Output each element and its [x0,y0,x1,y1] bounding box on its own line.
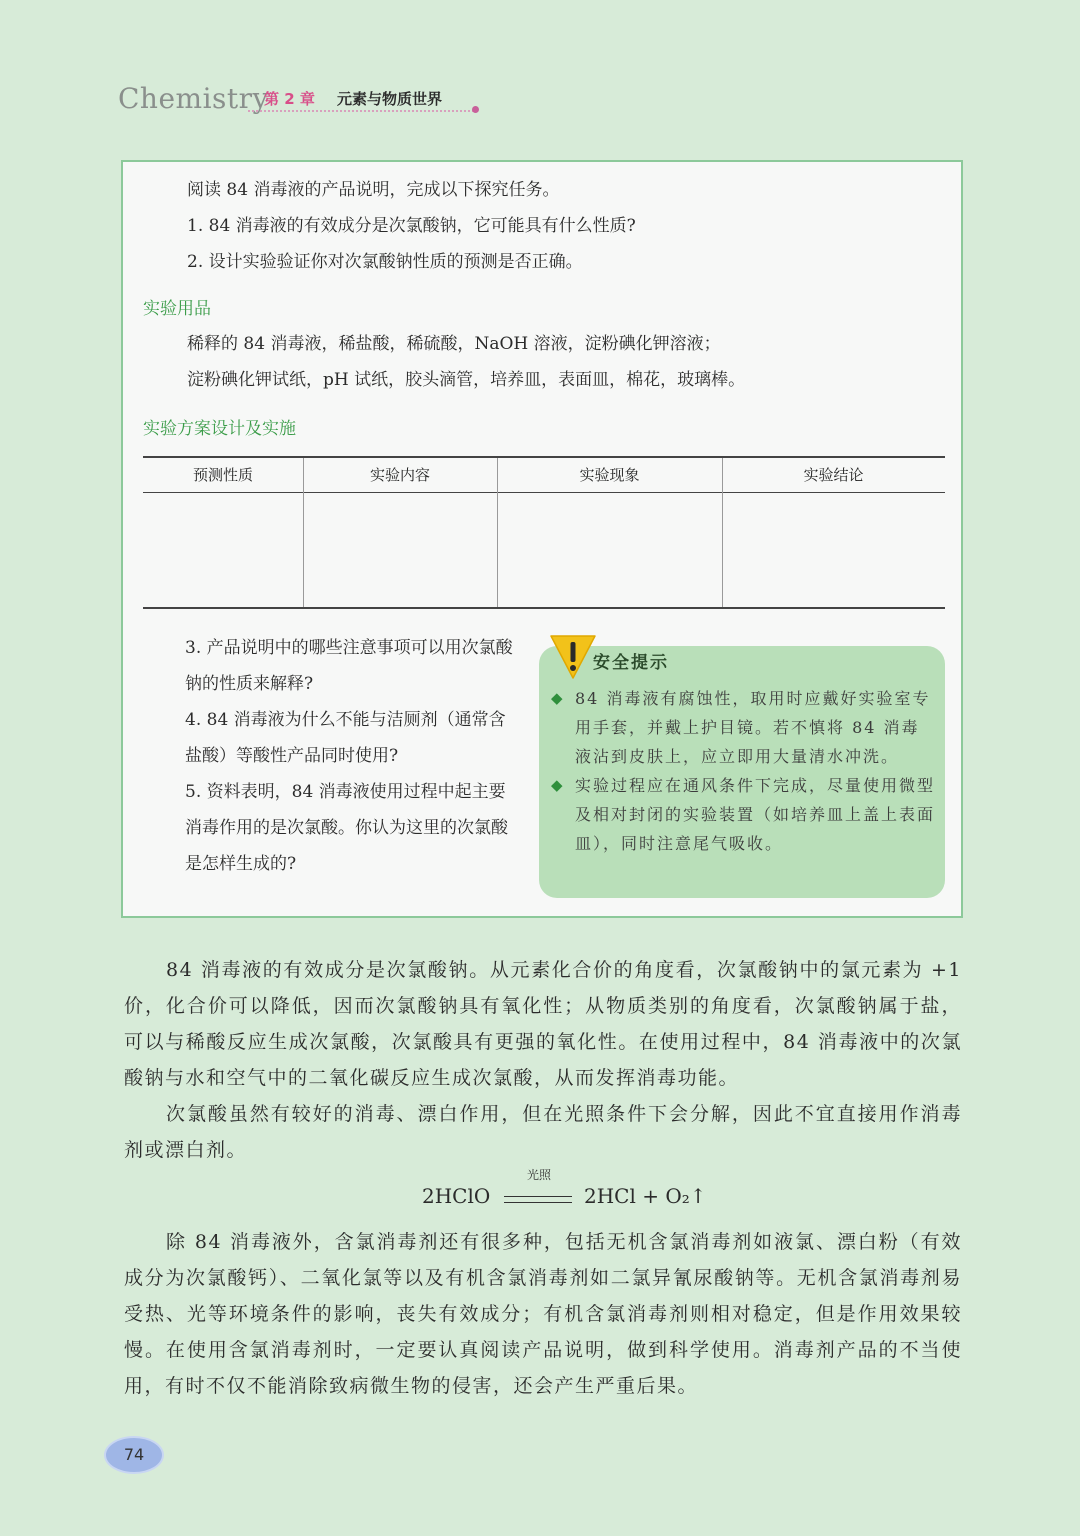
body-paragraphs-1 [124,952,962,1168]
safety-list [551,684,935,858]
table-top-rule [143,456,945,458]
safety-item [551,684,935,771]
body-paragraph: 84 消毒液的有效成分是次氯酸钠。从元素化合价的角度看，次氯酸钠中的氯元素为 +1 价，化合价可以降低，因而次氯酸钠具有氧化性；从物质类别的角度看，次氯酸钠属于盐，可以与稀酸反应生成次氯酸，次氯酸具有更强的氧化性。在使用过程中，84 消毒液中的次氯酸钠与水和空气中的二氧化碳反应生成次氯酸，从而发挥消毒功能。 [124,959,962,1089]
equation-sign-icon [504,1196,572,1203]
task-item: 1. 84 消毒液的有效成分是次氯酸钠，它可能具有什么性质? [187,216,636,236]
activity-box [121,160,963,918]
question-item: 5. 资料表明，84 消毒液使用过程中起主要消毒作用的是次氯酸。你认为这里的次氯酸是怎样生成的? [185,782,508,874]
table-header-cell: 实验结论 [803,466,864,484]
header-dot-icon [472,106,479,113]
materials-heading: 实验用品 [143,299,211,319]
table-header-cell: 实验内容 [369,466,430,484]
safety-item-text: 84 消毒液有腐蚀性，取用时应戴好实验室专用手套，并戴上护目镜。若不慎将 84 消毒液沾到皮肤上，应立即用大量清水冲洗。 [575,689,931,766]
safety-item [551,771,935,858]
header-divider [248,110,474,112]
materials-line: 淀粉碘化钾试纸，pH 试纸，胶头滴管，培养皿，表面皿，棉花，玻璃棒。 [187,370,746,390]
activity-intro: 阅读 84 消毒液的产品说明，完成以下探究任务。 [187,180,560,200]
safety-item-text: 实验过程应在通风条件下完成，尽量使用微型及相对封闭的实验装置（如培养皿上盖上表面皿），同时注意尾气吸收。 [575,776,936,853]
task-item: 2. 设计实验验证你对次氯酸钠性质的预测是否正确。 [187,252,583,272]
materials-line: 稀释的 84 消毒液，稀盐酸，稀硫酸，NaOH 溶液，淀粉碘化钾溶液； [187,334,721,354]
diamond-bullet-icon: ◆ [551,776,565,794]
safety-title: 安全提示 [593,653,669,673]
questions-block [143,630,513,882]
question-item: 4. 84 消毒液为什么不能与洁厕剂（通常含盐酸）等酸性产品同时使用? [185,710,506,766]
design-heading: 实验方案设计及实施 [143,419,296,439]
body-paragraph: 除 84 消毒液外，含氯消毒剂还有很多种，包括无机含氯消毒剂如液氯、漂白粉（有效成分为次氯酸钙）、二氧化氯等以及有机含氯消毒剂如二氯异氰尿酸钠等。无机含氯消毒剂易受热、光等环境条件的影响，丧失有效成分；有机含氯消毒剂则相对稳定，但是作用效果较慢。在使用含氯消毒剂时，一定要认真阅读产品说明，做到科学使用。消毒剂产品的不当使用，有时不仅不能消除致病微生物的侵害，还会产生严重后果。 [124,1231,962,1397]
equation-products: 2HCl + O₂↑ [584,1184,707,1208]
table-header-cell: 预测性质 [192,466,253,484]
table-header-rule [143,492,945,493]
experiment-table [143,456,945,610]
exclamation-warning-icon [547,634,599,680]
body-paragraph: 次氯酸虽然有较好的消毒、漂白作用，但在光照条件下会分解，因此不宜直接用作消毒剂或漂白剂。 [124,1103,962,1161]
table-bottom-rule [143,607,945,609]
page-number-badge: 74 [104,1436,164,1474]
question-item: 3. 产品说明中的哪些注意事项可以用次氯酸钠的性质来解释? [185,638,513,694]
body-paragraphs-2 [124,1224,962,1404]
page-header [118,80,488,120]
chapter-number: 第 2 章 [264,90,315,108]
table-header-cell: 实验现象 [579,466,640,484]
diamond-bullet-icon: ◆ [551,689,565,707]
brand-title: Chemistry [118,82,269,115]
equation-condition: 光照 [526,1168,551,1182]
equation-reactant: 2HClO [422,1184,491,1208]
chemical-equation [422,1168,722,1214]
chapter-title: 元素与物质世界 [337,90,443,108]
